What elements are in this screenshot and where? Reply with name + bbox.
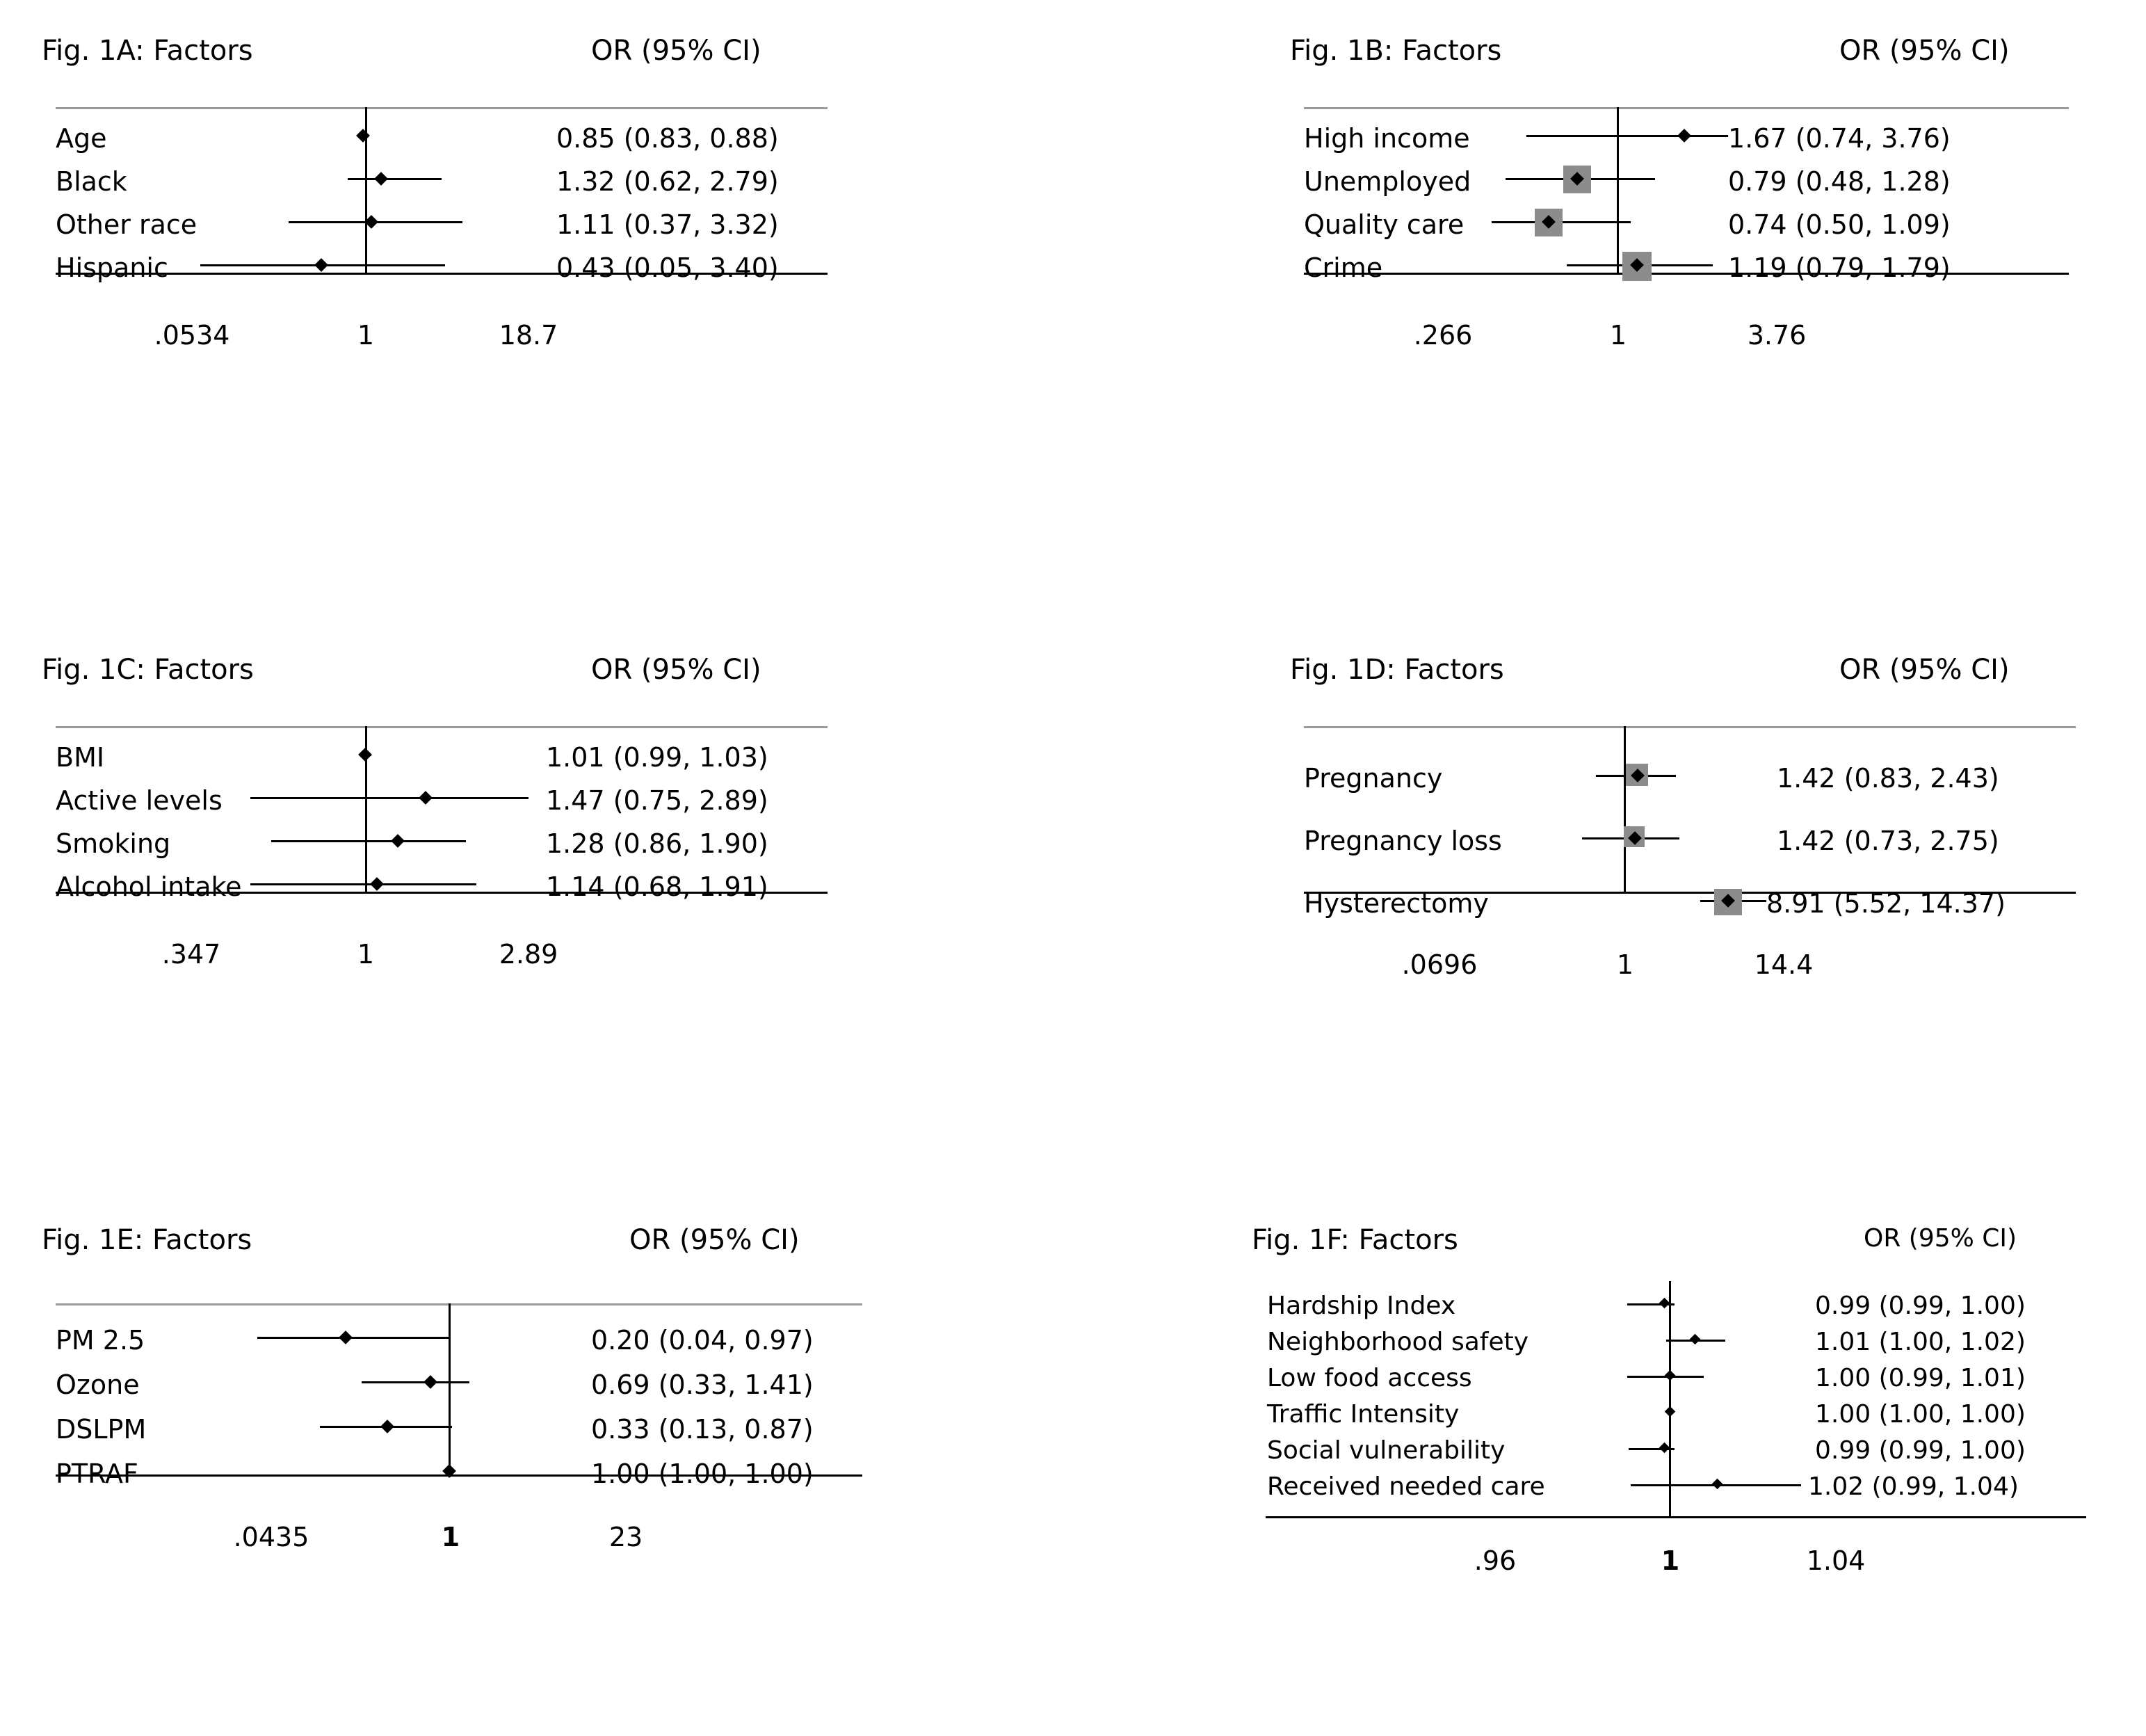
row-or-label: 1.42 (0.73, 2.75) (1777, 826, 1999, 856)
panel-1e-ticks (42, 1522, 897, 1564)
panel-1e-plot (42, 1273, 897, 1509)
row-label: Received needed care (1267, 1472, 1545, 1501)
row-label: Quality care (1304, 209, 1465, 240)
panel-1d-top-rule (1304, 726, 2076, 728)
row-label: Pregnancy (1304, 763, 1443, 794)
row-or-label: 1.42 (0.83, 2.43) (1777, 763, 1999, 794)
panel-1f-plot (1252, 1267, 2121, 1545)
panel-1c-plot (42, 702, 862, 939)
panel-1b-header (1290, 35, 2111, 83)
point-estimate (370, 877, 384, 891)
row-label: Pregnancy loss (1304, 826, 1502, 856)
point-estimate (374, 172, 388, 186)
row-label: Other race (56, 209, 197, 240)
axis-tick: 14.4 (1754, 949, 1814, 980)
axis-tick: 1 (1616, 949, 1634, 980)
ci-bar (362, 1381, 469, 1383)
row-label: Hardship Index (1267, 1292, 1456, 1320)
point-estimate (1659, 1442, 1670, 1454)
row-label: Traffic Intensity (1267, 1400, 1460, 1429)
panel-1c-or-header: OR (95% CI) (591, 654, 761, 686)
row-label: BMI (56, 742, 105, 773)
row-or-label: 1.00 (0.99, 1.01) (1815, 1364, 2026, 1392)
row-label: High income (1304, 123, 1470, 154)
row-or-label: 1.32 (0.62, 2.79) (556, 166, 779, 197)
panel-1e-header (42, 1224, 897, 1273)
panel-1b-title: Fig. 1B: Factors (1290, 35, 1502, 67)
panel-1c-header (42, 654, 862, 702)
row-label: Active levels (56, 785, 223, 816)
axis-tick: 1 (1609, 320, 1627, 351)
row-or-label: 0.69 (0.33, 1.41) (591, 1369, 814, 1400)
row-label: PTRAF (56, 1458, 138, 1489)
point-estimate (339, 1331, 353, 1344)
panel-1a-title: Fig. 1A: Factors (42, 35, 253, 67)
row-or-label: 0.85 (0.83, 0.88) (556, 123, 779, 154)
row-label: Neighborhood safety (1267, 1328, 1529, 1356)
panel-1e-title: Fig. 1E: Factors (42, 1224, 252, 1256)
panel-1a (42, 35, 855, 536)
panel-1a-header (42, 35, 855, 83)
point-estimate (380, 1420, 394, 1433)
panel-1e-or-header: OR (95% CI) (629, 1224, 800, 1256)
panel-1e-top-rule (56, 1303, 862, 1305)
point-estimate (1690, 1334, 1701, 1345)
axis-tick: .266 (1413, 320, 1473, 351)
row-label: Hispanic (56, 252, 168, 283)
row-or-label: 8.91 (5.52, 14.37) (1766, 888, 2006, 919)
ci-bar (257, 1337, 449, 1339)
row-label: PM 2.5 (56, 1325, 145, 1356)
panel-1f-header (1252, 1224, 2121, 1273)
axis-tick: 1 (357, 320, 375, 351)
axis-tick: .347 (161, 939, 221, 970)
axis-tick: .0534 (145, 320, 230, 351)
row-or-label: 1.19 (0.79, 1.79) (1728, 252, 1951, 283)
panel-1a-or-header: OR (95% CI) (591, 35, 761, 67)
point-estimate (423, 1375, 437, 1389)
panel-1f-title: Fig. 1F: Factors (1252, 1224, 1458, 1256)
point-estimate (391, 834, 405, 848)
ci-bar (271, 840, 466, 842)
panel-1d-header (1290, 654, 2124, 702)
axis-tick: 23 (608, 1522, 643, 1552)
row-label: Smoking (56, 828, 171, 859)
ci-bar (348, 178, 442, 180)
point-estimate (1665, 1370, 1676, 1381)
row-or-label: 1.01 (1.00, 1.02) (1815, 1328, 2026, 1356)
panel-1a-ticks (42, 320, 855, 362)
panel-1c-top-rule (56, 726, 828, 728)
axis-tick: 1 (441, 1522, 460, 1552)
panel-1b-plot (1290, 83, 2111, 320)
axis-tick: 1 (357, 939, 375, 970)
row-label: Low food access (1267, 1364, 1472, 1392)
axis-tick: .96 (1474, 1545, 1517, 1576)
panel-1c-title: Fig. 1C: Factors (42, 654, 254, 686)
row-or-label: 1.11 (0.37, 3.32) (556, 209, 779, 240)
row-label: Unemployed (1304, 166, 1471, 197)
point-estimate (419, 791, 433, 805)
ci-bar (250, 797, 529, 799)
axis-tick: 2.89 (499, 939, 558, 970)
panel-1d (1290, 654, 2124, 1155)
row-label: Ozone (56, 1369, 140, 1400)
panel-1b-ticks (1290, 320, 2111, 362)
point-estimate (314, 258, 328, 272)
axis-tick: 1 (1661, 1545, 1680, 1576)
axis-tick: 18.7 (499, 320, 558, 351)
row-or-label: 0.33 (0.13, 0.87) (591, 1414, 814, 1445)
axis-tick: .0435 (233, 1522, 309, 1552)
point-estimate (358, 748, 372, 762)
row-label: Age (56, 123, 107, 154)
row-or-label: 1.14 (0.68, 1.91) (546, 871, 768, 902)
row-or-label: 0.20 (0.04, 0.97) (591, 1325, 814, 1356)
point-estimate (1659, 1298, 1670, 1309)
ci-bar (1526, 135, 1728, 137)
panel-1b-axis-line (1304, 273, 2069, 275)
panel-1f-axis-line (1266, 1516, 2086, 1518)
panel-1f (1252, 1224, 2121, 1725)
row-or-label: 0.74 (0.50, 1.09) (1728, 209, 1951, 240)
axis-tick: 3.76 (1747, 320, 1807, 351)
panel-1b-or-header: OR (95% CI) (1839, 35, 2010, 67)
row-label: Black (56, 166, 127, 197)
panel-1f-reference-line (1669, 1281, 1671, 1518)
panel-1d-title: Fig. 1D: Factors (1290, 654, 1504, 686)
row-label: Hysterectomy (1304, 888, 1489, 919)
axis-tick: .0696 (1401, 949, 1478, 980)
row-or-label: 1.67 (0.74, 3.76) (1728, 123, 1951, 154)
point-estimate (1712, 1479, 1723, 1490)
panel-1d-reference-line (1624, 726, 1626, 893)
point-estimate (1677, 129, 1691, 143)
panel-1e-reference-line (449, 1303, 451, 1477)
row-or-label: 1.00 (1.00, 1.00) (591, 1458, 814, 1489)
row-or-label: 1.00 (1.00, 1.00) (1815, 1400, 2026, 1429)
row-or-label: 1.47 (0.75, 2.89) (546, 785, 768, 816)
panel-1f-ticks (1252, 1545, 2121, 1587)
row-or-label: 1.02 (0.99, 1.04) (1808, 1472, 2019, 1501)
row-or-label: 1.01 (0.99, 1.03) (546, 742, 768, 773)
ci-bar (250, 883, 476, 885)
row-or-label: 0.79 (0.48, 1.28) (1728, 166, 1951, 197)
point-estimate (1665, 1406, 1676, 1417)
panel-1e (42, 1224, 897, 1725)
panel-1d-or-header: OR (95% CI) (1839, 654, 2010, 686)
panel-1a-plot (42, 83, 855, 320)
row-or-label: 0.43 (0.05, 3.40) (556, 252, 779, 283)
row-or-label: 0.99 (0.99, 1.00) (1815, 1292, 2026, 1320)
panel-1b (1290, 35, 2111, 536)
point-estimate (356, 129, 370, 143)
panel-1f-or-header: OR (95% CI) (1864, 1224, 2017, 1253)
panel-1c-ticks (42, 939, 862, 981)
panel-1d-ticks (1290, 949, 2124, 991)
panel-1b-reference-line (1617, 107, 1619, 274)
panel-1b-top-rule (1304, 107, 2069, 109)
panel-1c (42, 654, 862, 1155)
row-or-label: 0.99 (0.99, 1.00) (1815, 1436, 2026, 1465)
row-label: Crime (1304, 252, 1383, 283)
row-or-label: 1.28 (0.86, 1.90) (546, 828, 768, 859)
panel-1a-top-rule (56, 107, 828, 109)
row-label: Social vulnerability (1267, 1436, 1506, 1465)
row-label: Alcohol intake (56, 871, 242, 902)
panel-1d-plot (1290, 702, 2124, 939)
row-label: DSLPM (56, 1414, 147, 1445)
axis-tick: 1.04 (1806, 1545, 1866, 1576)
